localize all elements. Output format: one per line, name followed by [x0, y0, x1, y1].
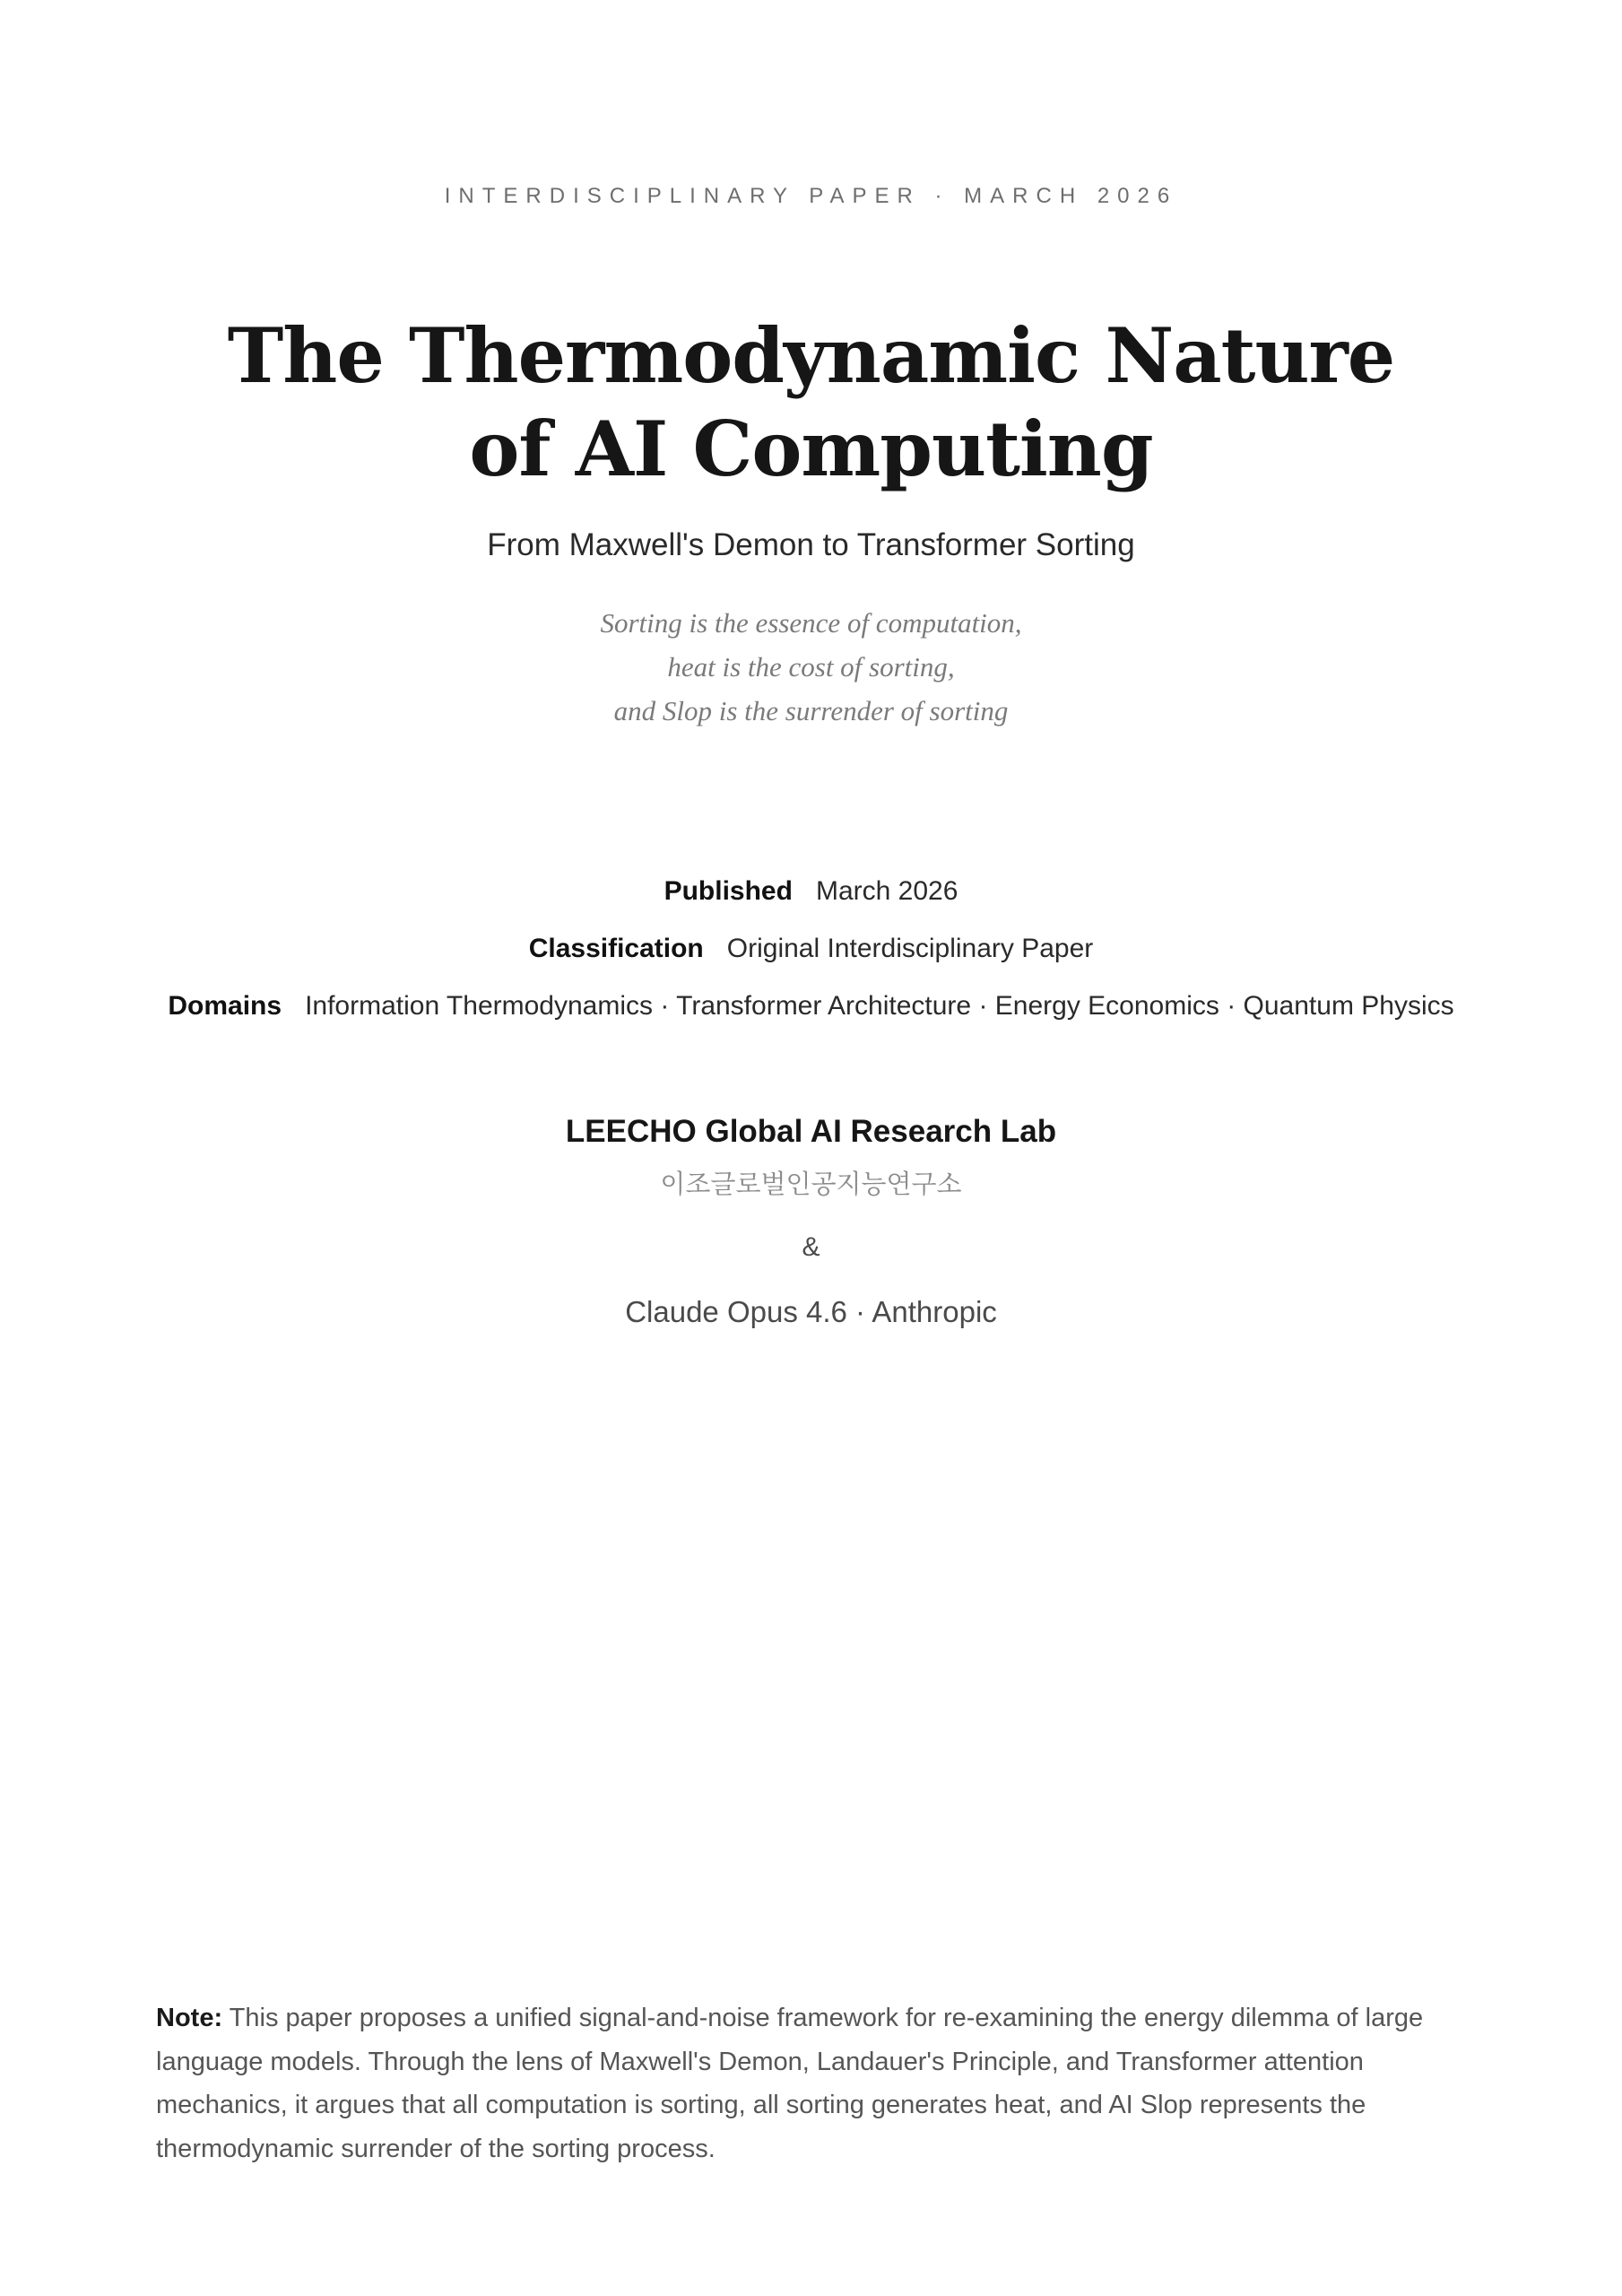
paper-note	[156, 1996, 1465, 2170]
meta-classification-label: Classification	[528, 934, 704, 963]
meta-domains-label: Domains	[168, 991, 282, 1021]
coauthor: Claude Opus 4.6 · Anthropic	[625, 1295, 997, 1328]
meta-published-value: March 2026	[815, 876, 958, 906]
epigraph-line: Sorting is the essence of computation,	[600, 607, 1022, 639]
lab-name: LEECHO Global AI Research Lab	[565, 1114, 1057, 1149]
lab-name-korean: 이조글로벌인공지능연구소	[660, 1169, 962, 1199]
paper-title: The Thermodynamic Nature of AI Computing	[227, 311, 1395, 493]
note-text: This paper proposes a unified signal-and-noise framework for re-examining the energy dilemma of large language models. Through the lens of Maxwell's Demon, Landauer's Principle, and Transformer attention mechanics, it argues that all computation is sorting, all sorting generates heat, and AI Slop represents the thermodynamic surrender of the sorting process.	[156, 2004, 1424, 2163]
paper-kicker: INTERDISCIPLINARY PAPER · MARCH 2026	[444, 184, 1178, 208]
meta-domains	[0, 991, 1622, 1022]
meta-published	[0, 876, 1622, 907]
meta-domains-value: Information Thermodynamics · Transformer Architecture · Energy Economics · Quantum Physics	[305, 991, 1454, 1021]
epigraph	[0, 601, 1622, 733]
meta-published-label: Published	[664, 876, 793, 906]
author-separator: &	[802, 1232, 820, 1262]
epigraph-line: heat is the cost of sorting,	[667, 651, 955, 683]
paper-subtitle: From Maxwell's Demon to Transformer Sorting	[487, 527, 1135, 562]
meta-classification-value: Original Interdisciplinary Paper	[726, 934, 1094, 963]
meta-classification	[0, 934, 1622, 964]
note-label: Note:	[156, 2004, 223, 2032]
epigraph-line: and Slop is the surrender of sorting	[613, 695, 1009, 726]
